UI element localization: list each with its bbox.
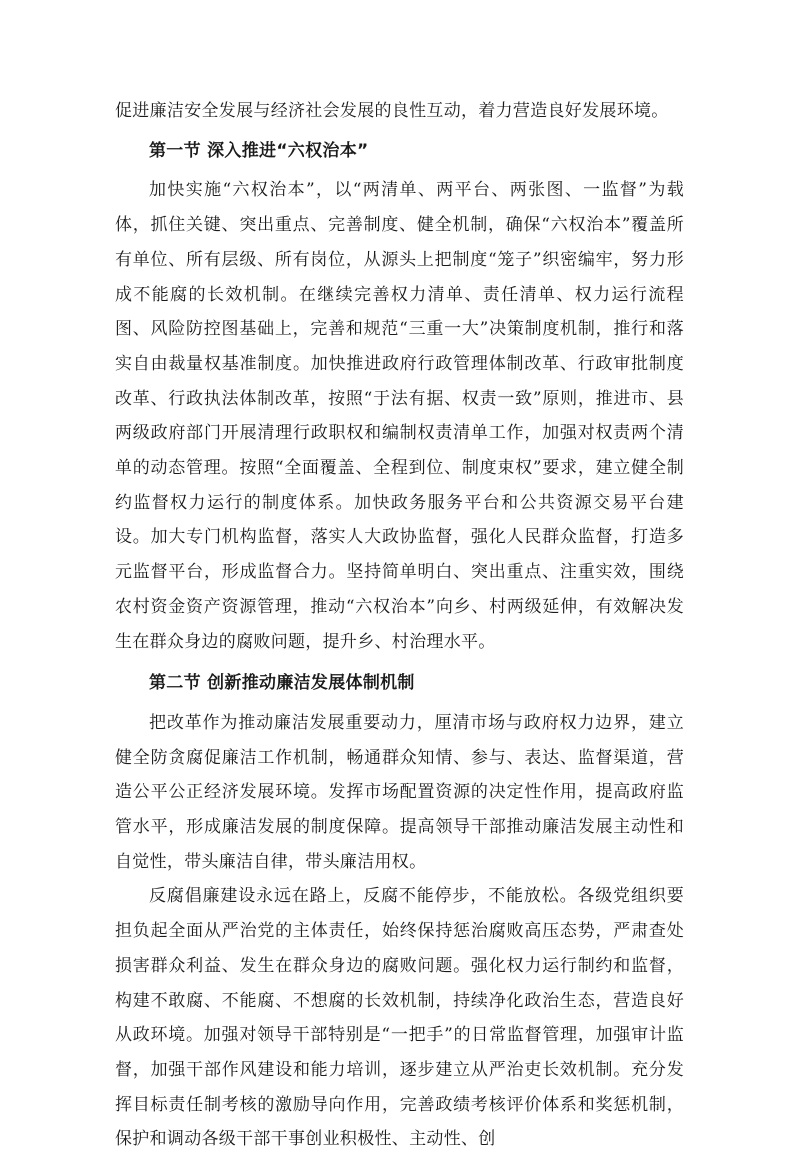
intro-paragraph-continuation: 促进廉洁安全发展与经济社会发展的良性互动，着力营造良好发展环境。 <box>115 101 669 121</box>
section1-paragraph-1: 加快实施“六权治本”，以“两清单、两平台、两张图、一监督”为载体，抓住关键、突出重点、完善制度、健全机制，确保“六权治本”覆盖所有单位、所有层级、所有岗位，从源头上把制度“笼子”织密编牢，努力形成不能腐的长效机制。在继续完善权力清单、责任清单、权力运行流程图、风险防控图基础上，完善和规范“三重一大”决策制度机制，推行和落实自由裁量权基准制度。加快推进政府行政管理体制改革、行政审批制度改革、行政执法体制改革，按照“于法有据、权责一致”原则，推进市、县两级政府部门开展清理行政职权和编制权责清单工作，加强对权责两个清单的动态管理。按照“全面覆盖、全程到位、制度束权”要求，建立健全制约监督权力运行的制度体系。加快政务服务平台和公共资源交易平台建设。加大专门机构监督，落实人大政协监督，强化人民群众监督，打造多元监督平台，形成监督合力。坚持简单明白、突出重点、注重实效，围绕农村资金资产资源管理，推动“六权治本”向乡、村两级延伸，有效解决发生在群众身边的腐败问题，提升乡、村治理水平。 <box>115 180 684 652</box>
section-heading-1: 第一节 深入推进“六权治本” <box>149 140 369 161</box>
section2-paragraph-2: 反腐倡廉建设永远在路上，反腐不能停步，不能放松。各级党组织要担负起全面从严治党的主体责任，始终保持惩治腐败高压态势，严肃查处损害群众利益、发生在群众身边的腐败问题。强化权力运行制约和监督，构建不敢腐、不能腐、不想腐的长效机制，持续净化政治生态，营造良好从政环境。加强对领导干部特别是“一把手”的日常监督管理，加强审计监督，加强干部作风建设和能力培训，逐步建立从严治吏长效机制。充分发挥目标责任制考核的激励导向作用，完善政绩考核评价体系和奖惩机制，保护和调动各级干部干事创业积极性、主动性、创 <box>115 886 684 1150</box>
spacer <box>115 659 684 666</box>
section-heading-2: 第二节 创新推动廉洁发展体制机制 <box>149 673 415 694</box>
section2-paragraph-1: 把改革作为推动廉洁发展重要动力，厘清市场与政府权力边界，建立健全防贪腐促廉洁工作机制，畅通群众知情、参与、表达、监督渠道，营造公平公正经济发展环境。发挥市场配置资源的决定性作用，提高政府监管水平，形成廉洁发展的制度保障。提高领导干部推动廉洁发展主动性和自觉性，带头廉洁自律，带头廉洁用权。 <box>115 712 684 872</box>
